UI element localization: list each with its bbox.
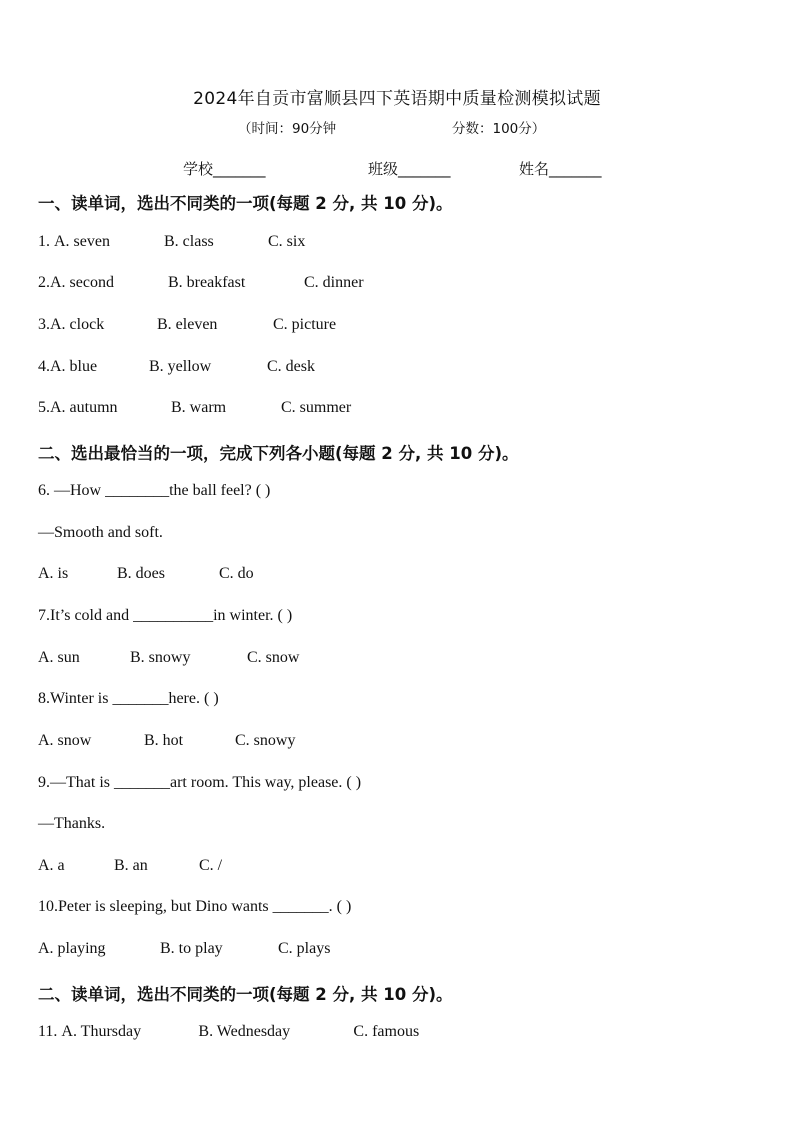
question-number: 11. (38, 1023, 62, 1040)
option-b: B. does (117, 565, 165, 582)
question-5 (38, 399, 351, 417)
question-8-options (38, 732, 295, 750)
option-c: C. snowy (235, 732, 296, 749)
question-7-options (38, 649, 299, 667)
option-c: C. six (268, 233, 306, 250)
option-b: B. class (164, 233, 214, 250)
option-c: C. famous (353, 1023, 420, 1040)
option-c: C. do (219, 565, 254, 582)
exam-title: 2024年自贡市富顺县四下英语期中质量检测模拟试题 (193, 89, 601, 109)
option-c: C. plays (278, 940, 331, 957)
option-c: C. dinner (304, 274, 364, 291)
question-number: 1. (38, 233, 54, 250)
question-6-reply: —Smooth and soft. (38, 524, 163, 541)
option-b: B. to play (160, 940, 223, 957)
option-a: A. blue (50, 358, 98, 375)
option-c: C. snow (247, 649, 300, 666)
option-a: A. sun (38, 649, 80, 666)
question-number: 4. (38, 358, 50, 375)
section-heading-1: 一、读单词，选出不同类的一项(每题 2 分, 共 10 分)。 (38, 194, 453, 213)
option-c: C. summer (281, 399, 352, 416)
question-9-reply: —Thanks. (38, 815, 106, 832)
option-a: A. a (38, 857, 65, 874)
question-number: 3. (38, 316, 50, 333)
question-10-stem: 10.Peter is sleeping, but Dino wants _______. ( ) (38, 898, 352, 915)
option-b: B. hot (144, 732, 184, 749)
question-9-stem: 9.—That is _______art room. This way, please. ( ) (38, 774, 362, 791)
question-3 (38, 316, 336, 334)
question-9-options (38, 857, 222, 875)
score-label: 分数：100分） (452, 121, 546, 137)
question-8-stem: 8.Winter is _______here. ( ) (38, 690, 219, 707)
question-2 (38, 274, 364, 292)
question-1 (38, 233, 305, 251)
question-6-stem: 6. —How ________the ball feel? ( ) (38, 482, 271, 499)
question-4 (38, 358, 315, 376)
question-number: 2. (38, 274, 50, 291)
option-a: A. is (38, 565, 69, 582)
name-field: 姓名_______ (519, 160, 602, 178)
option-b: B. snowy (130, 649, 191, 666)
option-b: B. breakfast (168, 274, 246, 291)
class-field: 班级_______ (368, 160, 451, 178)
option-b: B. Wednesday (198, 1023, 291, 1040)
option-b: B. yellow (149, 358, 212, 375)
question-6-options (38, 565, 254, 583)
question-11 (38, 1023, 419, 1041)
time-label: （时间：90分钟 (238, 121, 337, 137)
option-a: A. seven (54, 233, 110, 250)
option-a: A. snow (38, 732, 92, 749)
section-heading-2: 二、选出最恰当的一项，完成下列各小题(每题 2 分, 共 10 分)。 (38, 444, 519, 463)
section-heading-3: 二、读单词，选出不同类的一项(每题 2 分, 共 10 分)。 (38, 985, 453, 1004)
option-b: B. eleven (157, 316, 218, 333)
option-a: A. playing (38, 940, 106, 957)
question-number: 5. (38, 399, 50, 416)
option-a: A. clock (50, 316, 105, 333)
school-field: 学校_______ (183, 160, 266, 178)
option-c: C. picture (273, 316, 337, 333)
question-10-options (38, 940, 330, 958)
option-b: B. warm (171, 399, 227, 416)
option-a: A. autumn (50, 399, 118, 416)
question-7-stem: 7.It’s cold and __________in winter. ( ) (38, 607, 293, 624)
option-c: C. desk (267, 358, 315, 375)
option-a: A. Thursday (61, 1023, 142, 1040)
option-b: B. an (114, 857, 148, 874)
option-c: C. / (199, 857, 223, 874)
option-a: A. second (50, 274, 114, 291)
